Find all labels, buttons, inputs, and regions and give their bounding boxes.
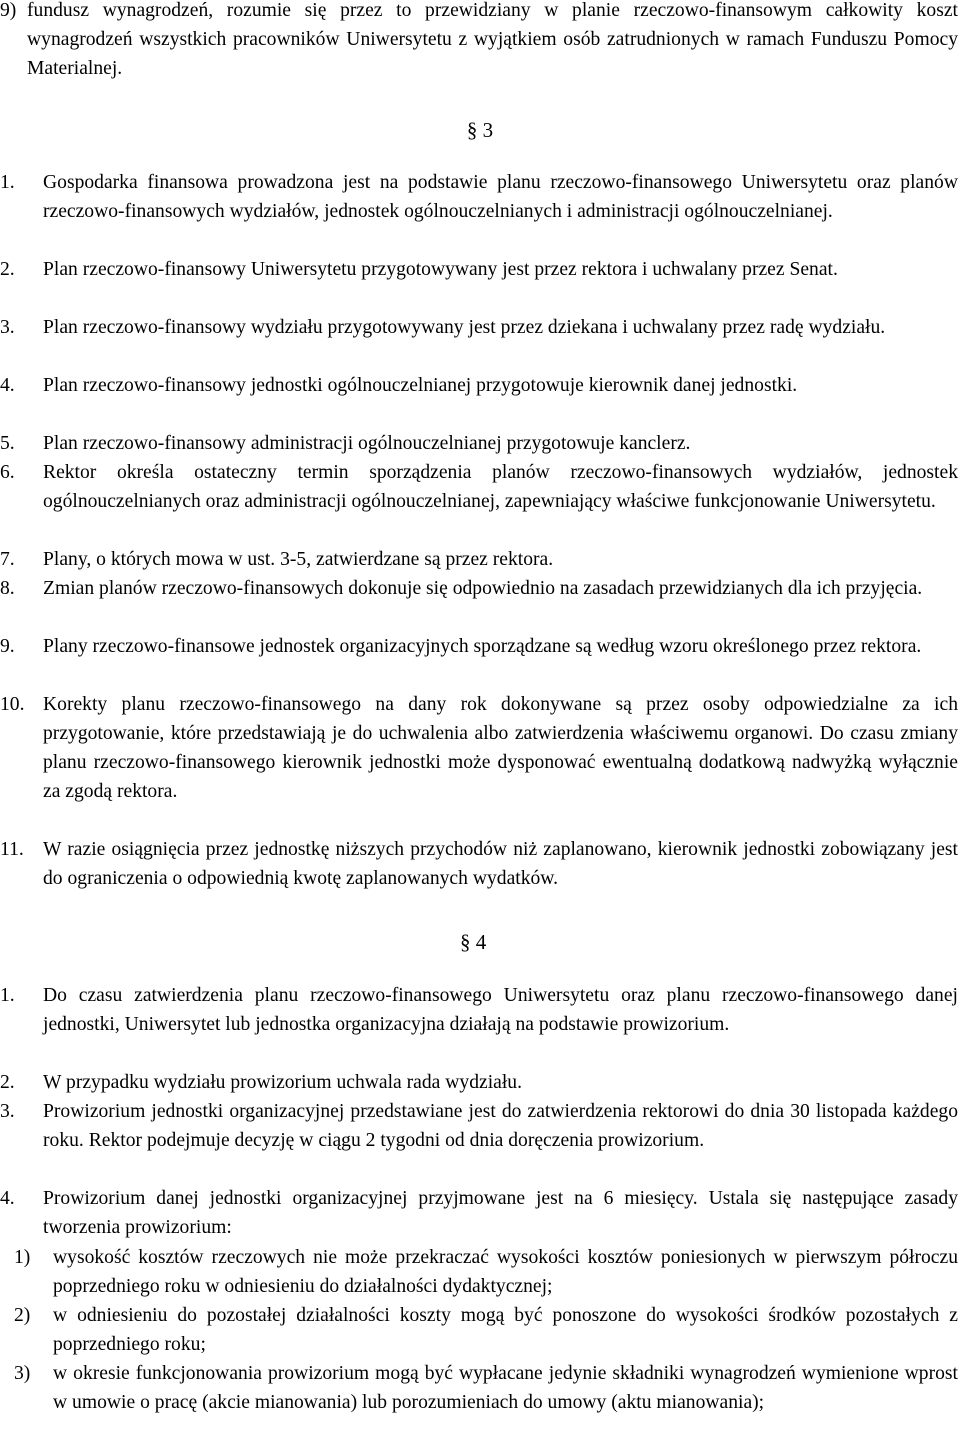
item-number: 4. xyxy=(0,375,15,396)
item-text: Prowizorium jednostki organizacyjnej przedstawiane jest do zatwierdzenia rektorowi do dnia 30 listopada każdego roku. Rektor podejmuje decyzję w ciągu 2 tygodni od dnia doręczenia prowizorium. xyxy=(43,1101,958,1151)
item-number: 3. xyxy=(0,317,15,338)
item-text: w odniesieniu do pozostałej działalności koszty mogą być ponoszone do wysokości środków pozostałych z poprzedniego roku; xyxy=(53,1305,958,1355)
item-number: 3) xyxy=(14,1363,31,1384)
item-number: 9. xyxy=(0,636,15,657)
item-text: Plany rzeczowo-finansowe jednostek organizacyjnych sporządzane są według wzoru określonego przez rektora. xyxy=(43,636,922,657)
item-text: w okresie funkcjonowania prowizorium mogą być wypłacane jedynie składniki wynagrodzeń wymienione wprost w umowie o pracę (akcie mianowania) lub porozumieniach do umowy (aktu mianowania); xyxy=(53,1363,958,1413)
item-number: 1. xyxy=(0,172,15,193)
item-text: Plan rzeczowo-finansowy Uniwersytetu przygotowywany jest przez rektora i uchwalany przez Senat. xyxy=(43,259,838,280)
item-number: 6. xyxy=(0,462,15,483)
item-text: Rektor określa ostateczny termin sporządzenia planów rzeczowo-finansowych wydziałów, jednostek ogólnouczelnianych oraz administracji ogólnouczelnianej, zapewniający właściwe funkcjonowanie Uniwersytetu. xyxy=(43,462,958,512)
item-text: Plan rzeczowo-finansowy administracji ogólnouczelnianej przygotowuje kanclerz. xyxy=(43,433,691,454)
item-number: 2. xyxy=(0,259,15,280)
item-number: 1) xyxy=(14,1247,31,1268)
item-text: Plan rzeczowo-finansowy jednostki ogólnouczelnianej przygotowuje kierownik danej jednostki. xyxy=(43,375,798,396)
item-text: Plan rzeczowo-finansowy wydziału przygotowywany jest przez dziekana i uchwalany przez radę wydziału. xyxy=(43,317,886,338)
item-number: 8. xyxy=(0,578,15,599)
item-number: 5. xyxy=(0,433,15,454)
item-number: 2. xyxy=(0,1072,15,1093)
section-heading: § 4 xyxy=(460,930,487,954)
item-text: Korekty planu rzeczowo-finansowego na dany rok dokonywane są przez osoby odpowiedzialne za ich przygotowanie, które przedstawiają je do uchwalenia albo zatwierdzenia właściwemu organowi. Do czasu zmiany planu rzeczowo-finansowego kierownik jednostki może dysponować ewentualną dodatkową nadwyżką wyłącznie za zgodą rektora. xyxy=(43,694,958,802)
item-text: W przypadku wydziału prowizorium uchwala rada wydziału. xyxy=(43,1072,522,1093)
item-number: 10. xyxy=(0,694,25,715)
item-number: 2) xyxy=(14,1305,31,1326)
item-text: Zmian planów rzeczowo-finansowych dokonuje się odpowiednio na zasadach przewidzianych dla ich przyjęcia. xyxy=(43,578,923,599)
item-text: Prowizorium danej jednostki organizacyjnej przyjmowane jest na 6 miesięcy. Ustala się następujące zasady tworzenia prowizorium: xyxy=(43,1188,958,1238)
item-number: 4. xyxy=(0,1188,15,1209)
item-text: W razie osiągnięcia przez jednostkę niższych przychodów niż zaplanowano, kierownik jednostki zobowiązany jest do ograniczenia o odpowiednią kwotę zaplanowanych wydatków. xyxy=(43,839,958,889)
item-number: 11. xyxy=(0,839,24,860)
item-text: Do czasu zatwierdzenia planu rzeczowo-finansowego Uniwersytetu oraz planu rzeczowo-finansowego danej jednostki, Uniwersytet lub jednostka organizacyjna działają na podstawie prowizorium. xyxy=(43,985,958,1035)
item-number: 3. xyxy=(0,1101,15,1122)
item-text: Plany, o których mowa w ust. 3-5, zatwierdzane są przez rektora. xyxy=(43,549,554,570)
item-number: 7. xyxy=(0,549,15,570)
section-heading: § 3 xyxy=(466,118,494,142)
item-text: wysokość kosztów rzeczowych nie może przekraczać wysokości kosztów poniesionych w pierwszym półroczu poprzedniego roku w odniesieniu do działalności dydaktycznej; xyxy=(53,1247,958,1297)
item-number: 9) xyxy=(0,0,17,21)
item-text: Gospodarka finansowa prowadzona jest na podstawie planu rzeczowo-finansowego Uniwersytetu oraz planów rzeczowo-finansowych wydziałów, jednostek ogólnouczelnianych i administracji ogólnouczelnianej. xyxy=(43,172,958,222)
item-text: fundusz wynagrodzeń, rozumie się przez to przewidziany w planie rzeczowo-finansowym całkowity koszt wynagrodzeń wszystkich pracowników Uniwersytetu z wyjątkiem osób zatrudnionych w ramach Funduszu Pomocy Materialnej. xyxy=(27,0,958,79)
item-number: 1. xyxy=(0,985,15,1006)
